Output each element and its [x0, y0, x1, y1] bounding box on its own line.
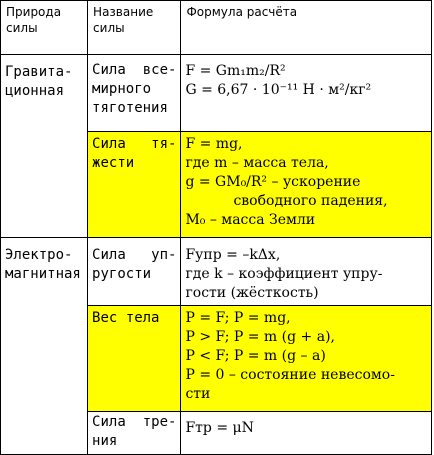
- nature-gravitational: Гравита-ционная: [1, 55, 88, 238]
- header-formula: Формула расчёта: [181, 1, 432, 55]
- formula-universal-gravitation: [181, 55, 432, 132]
- header-force-name: Название силы: [88, 1, 181, 55]
- formula-line: P = 0 – состояние невесомо-: [185, 367, 395, 383]
- formula-line: Fупр = –kΔx,: [185, 247, 281, 263]
- table-row-gravitational-universal: [1, 55, 432, 132]
- formula-line: свободного падения,: [233, 193, 388, 209]
- table-header-row: [1, 1, 432, 55]
- formula-line: где m – масса тела,: [185, 155, 329, 171]
- force-body-weight: Вес тела: [88, 306, 181, 412]
- formula-body-weight: [181, 306, 432, 412]
- formula-line: M₀ – масса Земли: [185, 212, 316, 228]
- formula-elastic: [181, 238, 432, 306]
- formula-line: P = F; P = mg,: [185, 310, 291, 326]
- formula-line: P < F; P = m (g – a): [185, 348, 326, 364]
- formula-friction: [181, 412, 432, 455]
- formula-line: где k – коэффициент упру-: [185, 266, 383, 282]
- table-row-elastic: [1, 238, 432, 306]
- formula-line: G = 6,67 · 10⁻¹¹ Н · м²/кг²: [185, 82, 372, 98]
- formula-line: F = Gm₁m₂/R²: [185, 63, 286, 79]
- force-gravity: Сила тя-жести: [88, 132, 181, 238]
- formula-line: g = GM₀/R² – ускорение: [185, 174, 361, 190]
- formula-line: F = mg,: [185, 136, 243, 152]
- formula-gravity: [181, 132, 432, 238]
- nature-electromagnetic: Электро-магнитная: [1, 238, 88, 455]
- header-nature: Природа силы: [1, 1, 88, 55]
- force-universal-gravitation: Сила все-мирного тяготения: [88, 55, 181, 132]
- formula-line: P > F; P = m (g + a),: [185, 329, 335, 345]
- formula-line: гости (жёсткость): [185, 285, 319, 301]
- formula-line: Fтр = μN: [185, 420, 254, 436]
- formula-line: сти: [185, 386, 211, 402]
- force-friction: Сила тре-ния: [88, 412, 181, 455]
- force-elastic: Сила уп-ругости: [88, 238, 181, 306]
